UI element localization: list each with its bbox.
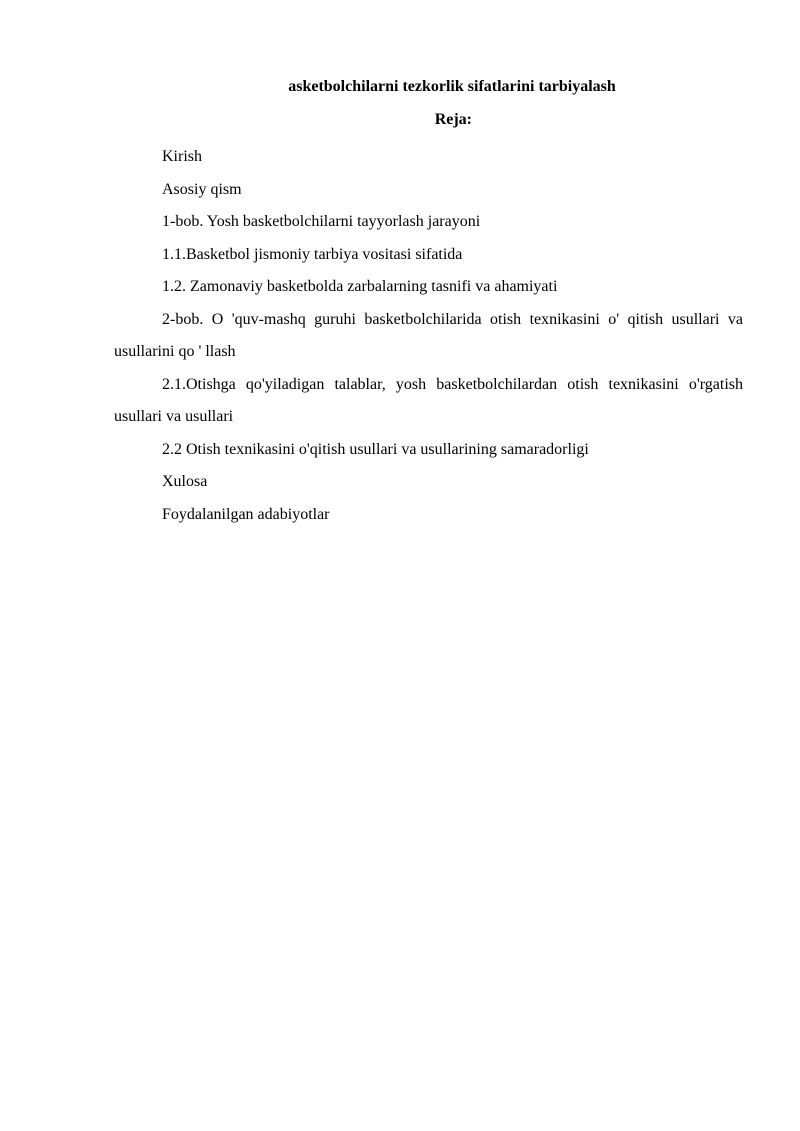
toc-item-references: Foydalanilgan adabiyotlar [162, 505, 330, 523]
toc-item-conclusion: Xulosa [162, 473, 208, 490]
document-title: asketbolchilarni tezkorlik sifatlarini tarbiyalash [288, 78, 616, 95]
toc-item-introduction: Kirish [162, 148, 202, 165]
toc-item-section-1-2: 1.2. Zamonaviy basketbolda zarbalarning tasnifi va ahamiyati [162, 278, 558, 295]
plan-heading: Reja: [434, 111, 472, 128]
toc-item-chapter-1: 1-bob. Yosh basketbolchilarni tayyorlash jarayoni [162, 213, 481, 230]
table-of-contents [114, 141, 743, 531]
toc-item-section-2-1: 2.1.Otishga qo'yiladigan talablar, yosh basketbolchilardan otish texnikasini o'rgatish usullari va usullari [114, 375, 743, 425]
toc-item-section-1-1: 1.1.Basketbol jismoniy tarbiya vositasi sifatida [162, 245, 463, 263]
toc-item-section-2-2: 2.2 Otish texnikasini o'qitish usullari va usullarining samaradorligi [162, 440, 589, 458]
toc-item-main-part: Asosiy qism [162, 180, 242, 198]
toc-item-chapter-2: 2-bob. O 'quv-mashq guruhi basketbolchilarida otish texnikasini o' qitish usullari va usullarini qo ' llash [114, 310, 743, 360]
